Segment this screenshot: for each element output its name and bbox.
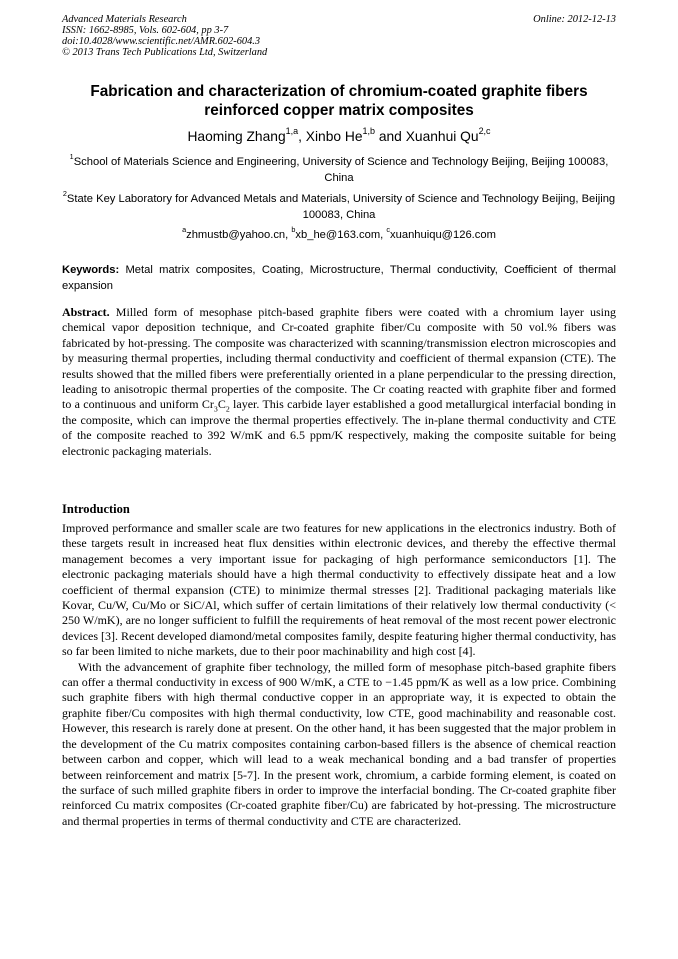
journal-name: Advanced Materials Research <box>62 14 187 25</box>
abstract-block <box>62 305 616 459</box>
title-line-1: Fabrication and characterization of chromium-coated graphite fibers <box>90 83 588 100</box>
abstract-text: layer. This carbide layer established a good metallurgical interfacial bonding in the composite, which can improve the thermal properties effectively. The in-plane thermal conductivity and CTE of the composite reached to 392 W/mK and 6.5 ppm/K respectively, making the composite suitable for being electronic packaging materials. <box>62 397 616 458</box>
affiliation-text: School of Materials Science and Engineering, University of Science and Technology Beijing, Beijing 100083, China <box>73 156 609 184</box>
author-name: Haoming Zhang <box>187 129 286 144</box>
keywords-text: Metal matrix composites, Coating, Microstructure, Thermal conductivity, Coefficient of thermal expansion <box>62 264 616 292</box>
keywords-label: Keywords: <box>62 264 120 276</box>
author-separator: and <box>375 129 406 144</box>
email-superscript: c <box>386 225 391 235</box>
title-line-2: reinforced copper matrix composites <box>204 102 474 119</box>
online-date: Online: 2012-12-13 <box>533 14 616 25</box>
affiliation-superscript: 2 <box>62 189 67 199</box>
email-superscript: b <box>291 225 296 235</box>
journal-header <box>62 14 616 58</box>
paper-title <box>62 82 616 120</box>
affiliation-superscript: 1 <box>69 152 74 162</box>
section-heading-introduction: Introduction <box>62 502 130 516</box>
abstract-subscript: 2 <box>225 404 230 414</box>
copyright-line: © 2013 Trans Tech Publications Ltd, Switzerland <box>62 47 268 58</box>
author-name: Xinbo He <box>305 129 363 144</box>
affiliation-text: State Key Laboratory for Advanced Metals and Materials, University of Science and Technology Beijing, Beijing 100083, China <box>66 193 616 221</box>
author-superscript: 2,c <box>478 126 491 137</box>
paragraph: Improved performance and smaller scale are two features for new applications in the electronics industry. Both of these targets result in increased heat flux densities within electronic devices, and thereby the effective thermal management becomes a very important issue for packaging of high performance semiconductors [1]. The electronic packaging materials should have a high thermal conductivity to effectively dissipate heat and a low coefficient of thermal expansion (CTE) to minimize thermal stresses [2]. Traditional packaging materials like Kovar, Cu/W, Cu/Mo or SiC/Al, which suffer of certain limitations of their relatively low thermal conductivity (< 250 W/mK), are no longer sufficient to fulfill the requirements of heat removal of the most recent power electronic devices [3]. Recent developed diamond/metal composites family, despite featuring higher thermal conductivity, has so far been limited to niche markets, due to their poor machinability and high cost [4]. <box>62 521 616 659</box>
abstract-subscript: 3 <box>213 404 218 414</box>
affiliation-1 <box>62 152 616 186</box>
author-superscript: 1,b <box>362 126 375 137</box>
author-separator: , <box>298 129 306 144</box>
email-superscript: a <box>182 225 187 235</box>
author-superscript: 1,a <box>285 126 299 137</box>
affiliation-2 <box>62 189 616 223</box>
author-name: Xuanhui Qu <box>405 129 479 144</box>
author-emails <box>62 225 616 244</box>
doi-line: doi:10.4028/www.scientific.net/AMR.602-604.3 <box>62 36 261 47</box>
keywords-block <box>62 263 616 294</box>
email-address: xuanhuiqu@126.com <box>390 229 496 241</box>
email-address: xb_he@163.com, <box>295 229 387 241</box>
introduction-body <box>62 521 616 829</box>
email-address: zhmustb@yahoo.cn, <box>186 229 292 241</box>
issn-line: ISSN: 1662-8985, Vols. 602-604, pp 3-7 <box>62 25 229 36</box>
abstract-label: Abstract. <box>62 305 110 319</box>
paragraph: With the advancement of graphite fiber technology, the milled form of mesophase pitch-based graphite fibers can offer a thermal conductivity in excess of 900 W/mK, a CTE to −1.45 ppm/K as well as a low price. Combining such graphite fibers with high thermal conductive copper in an appropriate way, it is expected to obtain the graphite fiber/Cu composites with high thermal conductivity, low CTE, good machinability and reasonable cost. However, this research is rarely done at present. On the other hand, it has been suggested that the major problem in the development of the Cu matrix composites containing carbon-based fillers is the absence of chemical reaction between carbon and copper, which will lead to a weak mechanical bonding and a bad transfer of properties between reinforcement and matrix [5-7]. In the present work, chromium, a carbide forming element, is coated on the surface of such milled graphite fibers in order to improve the interfacial bonding. The Cr-coated graphite fiber reinforced Cu matrix composites (Cr-coated graphite fiber/Cu) are fabricated by hot-pressing. The microstructure and thermal properties in terms of thermal conductivity and CTE are characterized. <box>62 659 616 828</box>
abstract-text: C <box>217 397 226 412</box>
author-list <box>62 128 616 145</box>
abstract-text: Milled form of mesophase pitch-based graphite fibers were coated with a chromium layer using chemical vapor deposition technique, and Cr-coated graphite fiber/Cu composite with 50 vol.% fibers was fabricated by hot-pressing. The composite was characterized with scanning/transmission electron microscopies and by measuring thermal properties, including thermal conductivity and coefficient of thermal expansion (CTE). The results showed that the milled fibers were preferentially oriented in a plane perpendicular to the pressing direction, leading to anisotropic thermal properties of the composite. The Cr coating reacted with graphite fiber and formed to a continuous and uniform Cr <box>62 305 616 412</box>
